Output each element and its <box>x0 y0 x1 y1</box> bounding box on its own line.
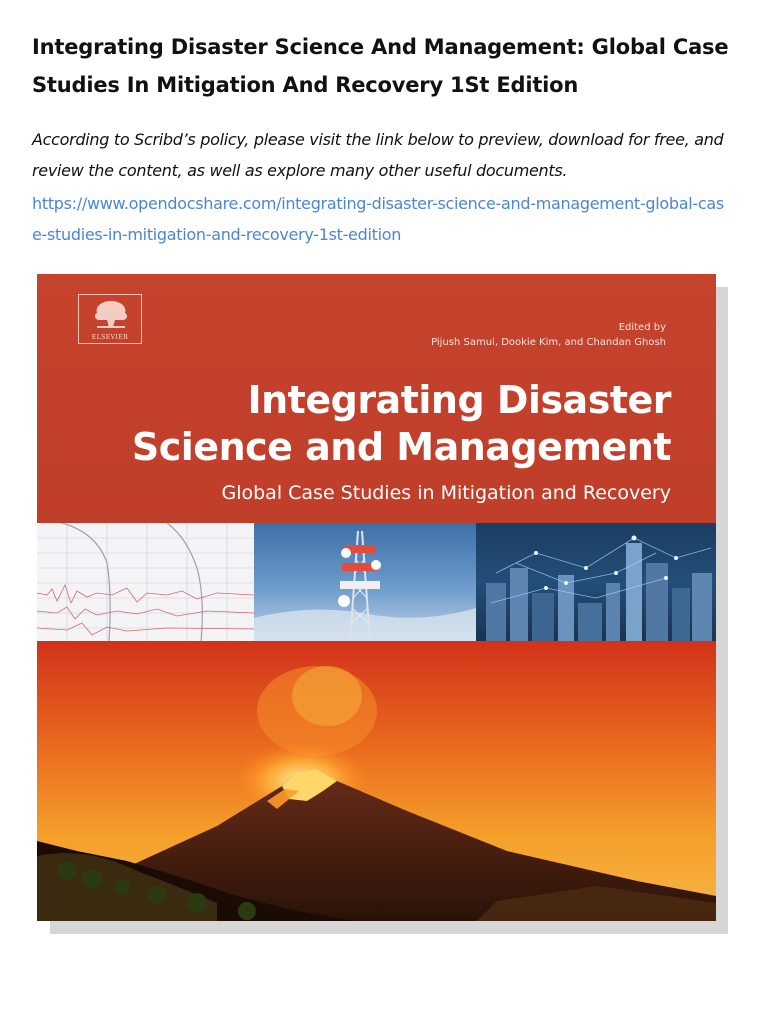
volcano-eruption-image <box>37 641 716 921</box>
seismograph-image <box>37 523 254 641</box>
document-link[interactable]: https://www.opendocshare.com/integrating-disaster-science-and-management-global-case-studies-in-mitigation-and-recovery-1st-edition <box>32 194 724 244</box>
book-cover-image[interactable] <box>37 274 716 921</box>
cover-subtitle: Global Case Studies in Mitigation and Recovery <box>221 482 671 504</box>
cover-title-line-1: Integrating Disaster <box>247 378 671 422</box>
telecom-tower-image <box>254 523 476 641</box>
editors-names: Pijush Samui, Dookie Kim, and Chandan Ghosh <box>431 337 666 348</box>
publisher-logo <box>78 294 142 344</box>
document-title: Integrating Disaster Science And Management: Global Case Studies In Mitigation And Recovery 1St Edition <box>32 35 729 97</box>
policy-text: According to Scribd’s policy, please visit the link below to preview, download for free, and review the content, as well as explore many other useful documents. <box>32 130 724 180</box>
cover-header <box>37 274 716 523</box>
publisher-name: ELSEVIER <box>91 334 129 341</box>
edited-by-label: Edited by <box>618 322 666 333</box>
tree-icon <box>87 299 135 329</box>
cover-title-line-2: Science and Management <box>131 425 671 469</box>
smart-city-image <box>476 523 716 641</box>
